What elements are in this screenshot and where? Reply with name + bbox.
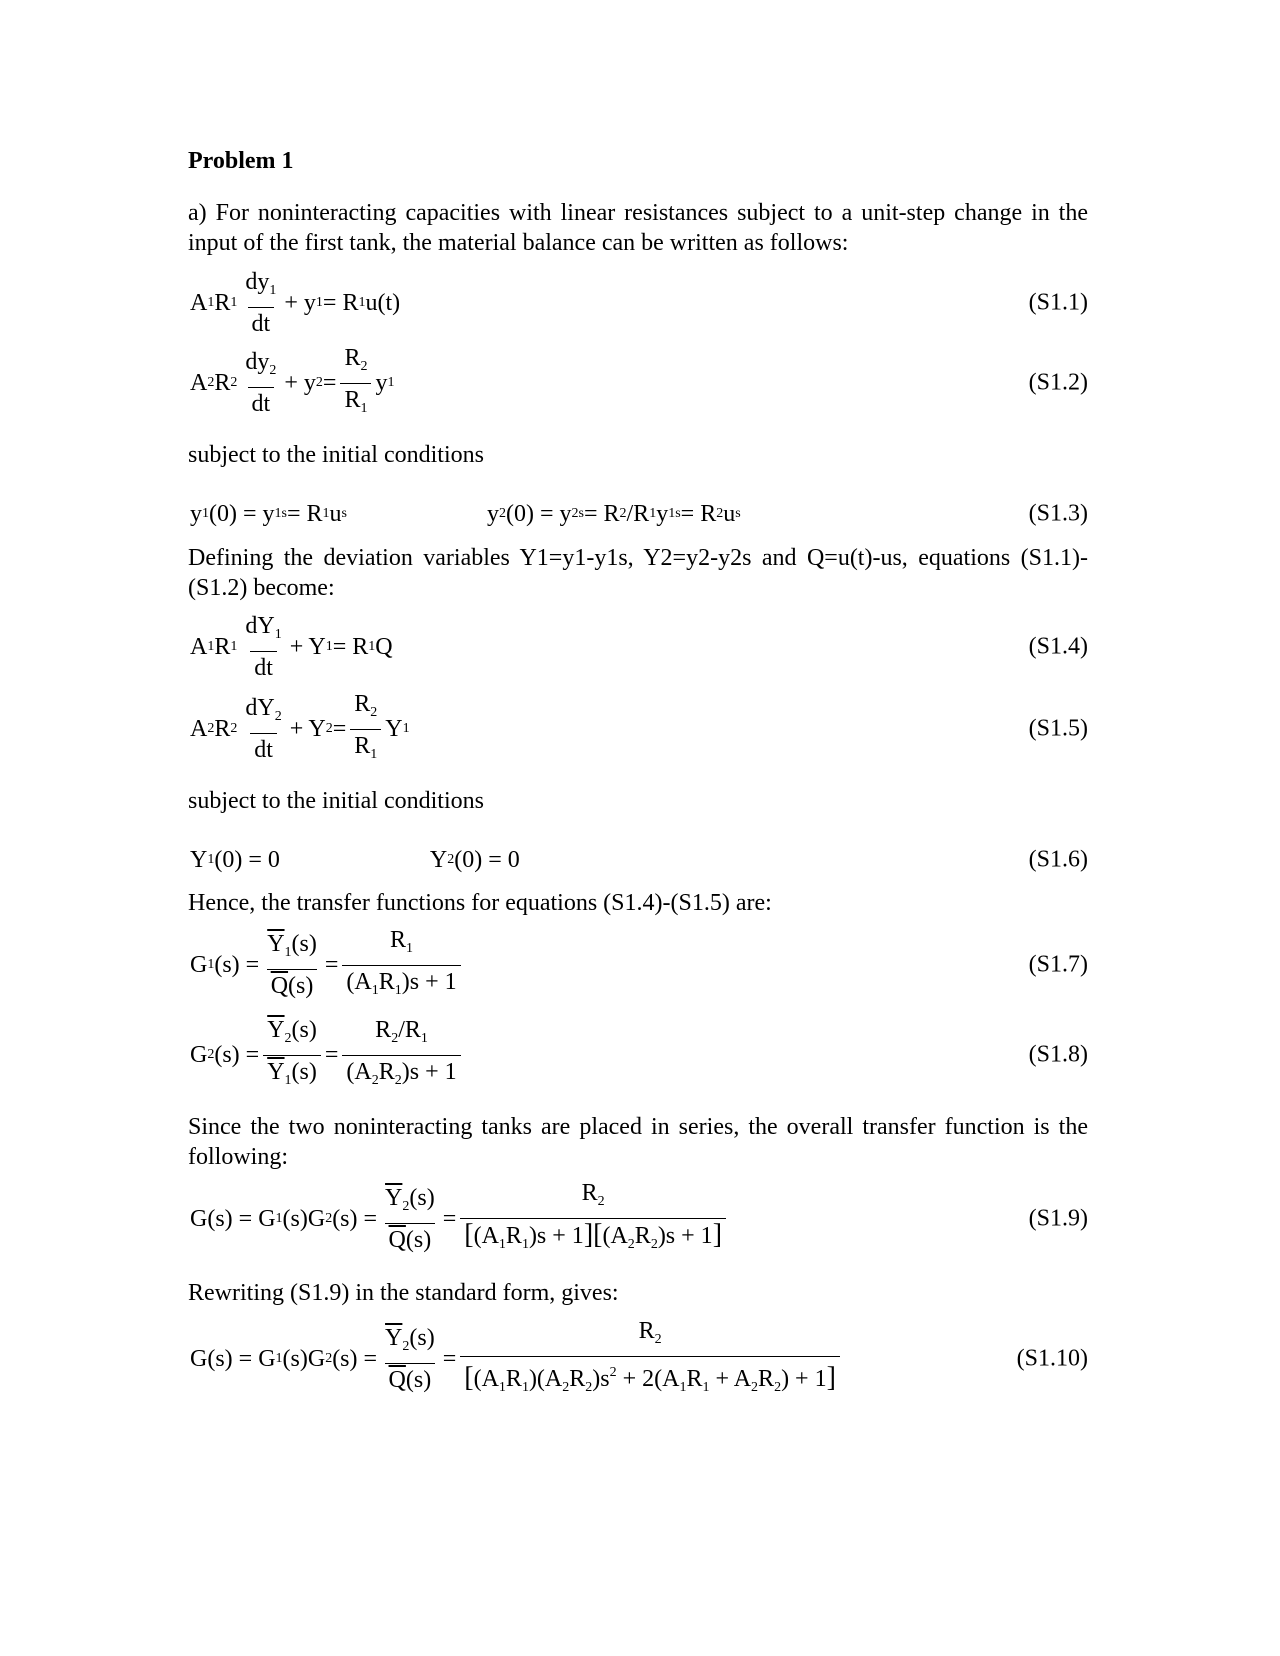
equation-number: (S1.6) — [1028, 846, 1088, 873]
equation-s1-1: A 1 R 1 $\frac{dy_1}{dt}$ + y 1 = R 1 u(t) (S1.1) — [190, 269, 1088, 337]
equation-number: (S1.5) — [1028, 715, 1088, 742]
equation-number: (S1.4) — [1028, 633, 1088, 660]
equation-s1-5: A 2 R 2 $\frac{dY_2}{dt}$ + Y 2 = $\frac{R_2}{R_1}$ Y 1 (S1.5) — [188, 694, 1088, 764]
equation-s1-3: y 1 (0) = y 1s = R 1 u s y 2 (0) = y 2s = R 2 /R 1 y 1s = R 2 u s (S1.3) — [190, 500, 1088, 527]
intro-paragraph: a) For noninteracting capacities with linear resistances subject to a unit-step change in the input of the first tank, the material balance can be written as follows: — [188, 200, 1088, 256]
equation-number: (S1.7) — [1028, 951, 1088, 978]
equation-number: (S1.10) — [1016, 1345, 1088, 1372]
problem-heading: Problem 1 — [188, 148, 294, 174]
equation-s1-8: G 2 (s) = $\frac{\overline{Y}_2(s)}{\overline{Y}_1(s)}$ = $\frac{R_2/R_1}{(A_2R_2)s + 1}$ (S1.8) — [188, 1020, 1088, 1090]
series-paragraph: Since the two noninteracting tanks are placed in series, the overall transfer function is the following: — [188, 1114, 1088, 1170]
equation-number: (S1.8) — [1028, 1041, 1088, 1068]
transfer-paragraph: Hence, the transfer functions for equations (S1.4)-(S1.5) are: — [188, 890, 772, 916]
initial-conditions-text: subject to the initial conditions — [188, 442, 484, 468]
equation-s1-4: A 1 R 1 $\frac{dY_1}{dt}$ + Y 1 = R 1 Q (S1.4) — [190, 613, 1088, 681]
equation-s1-7: G 1 (s) = $\frac{\overline{Y}_1(s)}{\overline{Q}(s)}$ = $\frac{R_1}{(A_1R_1)s + 1}$ (S1.7) — [188, 930, 1088, 1000]
equation-s1-6: Y 1 (0) = 0 Y 2 (0) = 0 (S1.6) — [190, 846, 1088, 873]
standard-form-paragraph: Rewriting (S1.9) in the standard form, gives: — [188, 1280, 619, 1306]
equation-number: (S1.3) — [1028, 500, 1088, 527]
initial-conditions-text-2: subject to the initial conditions — [188, 788, 484, 814]
equation-s1-9: G(s) = G 1 (s)G 2 (s) = $\frac{\overline{Y}_2(s)}{\overline{Q}(s)}$ = $\frac{R_2}{[(A_1R_1)s + 1][(A_2R_2)s + 1]}$ (S1.9) — [188, 1184, 1088, 1254]
deviation-paragraph: Defining the deviation variables Y1=y1-y1s, Y2=y2-y2s and Q=u(t)-us, equations (S1.1)-(S1.2) become: — [188, 545, 1088, 601]
equation-s1-2: A 2 R 2 $\frac{dy_2}{dt}$ + y 2 = $\frac{R_2}{R_1}$ y 1 (S1.2) — [188, 348, 1088, 418]
equation-number: (S1.2) — [1028, 369, 1088, 396]
equation-s1-10: G(s) = G 1 (s)G 2 (s) = $\frac{\overline{Y}_2(s)}{\overline{Q}(s)}$ = $\frac{R_2}{[(A_1R_1)(A_2R_2)s^2 + 2(A_1R_1 + A_2R_2) + 1]}$ (S1.10) — [188, 1324, 1088, 1394]
equation-number: (S1.9) — [1028, 1205, 1088, 1232]
equation-number: (S1.1) — [1028, 289, 1088, 316]
